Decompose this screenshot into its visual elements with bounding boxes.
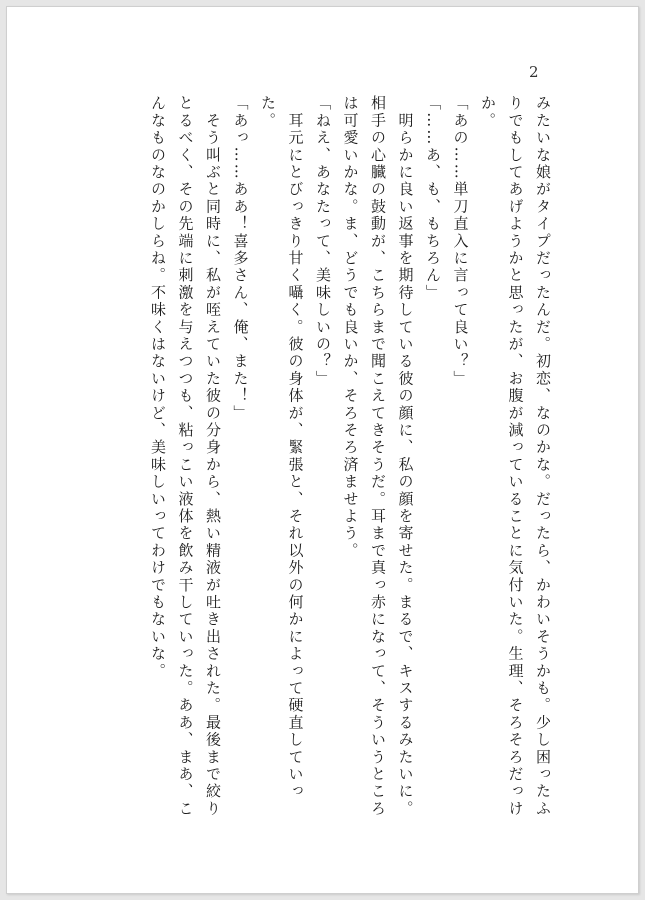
page-number: 2 (529, 63, 539, 81)
dialogue-line: 「ねえ、あなたって、美味しいの？」 (314, 95, 332, 388)
paragraph: みたいな娘がタイプだったんだ。初恋、なのかな。だったら、かわいそうかも。少し困ったふりでもしてあげようかと思ったが、お腹が減っていることに気付いた。生理、そろそろだっけか。 (479, 95, 552, 818)
book-page (6, 6, 639, 894)
paragraph: 耳元にとびっきり甘く囁く。彼の身体が、緊張と、それ以外の何かによって硬直していった。 (259, 95, 305, 801)
dialogue-line: 「あの……単刀直入に言って良い？」 (451, 95, 470, 388)
dialogue-line: 「あっ……ああ！喜多さん、俺、また！」 (231, 95, 250, 422)
vertical-body-text (144, 95, 557, 833)
paragraph: そう叫ぶと同時に、私が咥えていた彼の分身から、熱い精液が吐き出された。最後まで絞りとるべく、その先端に刺激を与えつつも、粘っこい液体を飲み干していった。ああ、まあ、こんなものなのかしらね。不味くはないけど、美味しいってわけでもないな。 (149, 95, 222, 818)
paragraph: 明らかに良い返事を期待している彼の顔に、私の顔を寄せた。まるで、キスするみたいに。相手の心臓の鼓動が、こちらまで聞こえてきそうだ。耳まで真っ赤になって、そういうところは可愛いかな。ま、どうでも良いか、そろそろ済ませよう。 (341, 95, 415, 818)
dialogue-line: 「……あ、も、もちろん」 (424, 95, 442, 302)
